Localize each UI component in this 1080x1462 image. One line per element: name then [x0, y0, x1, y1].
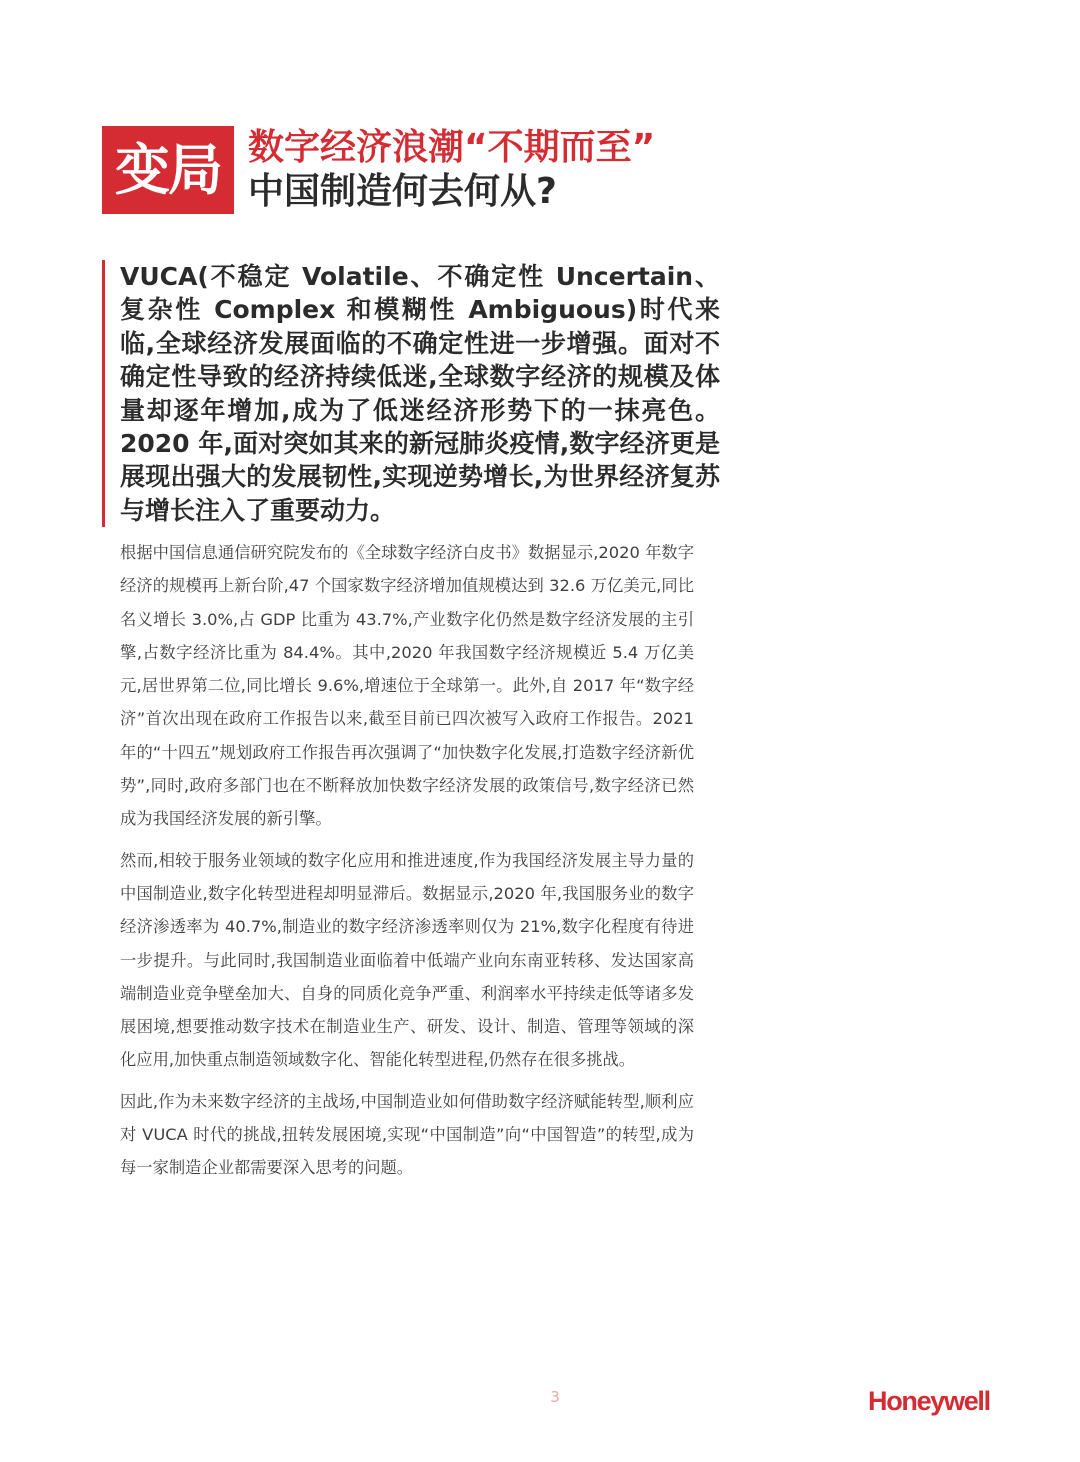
page-number: 3	[550, 1388, 560, 1406]
section-title-line2: 中国制造何去何从?	[248, 171, 557, 212]
body-text	[120, 536, 694, 1193]
lead-paragraph: VUCA(不稳定 Volatile、不确定性 Uncertain、复杂性 Complex 和模糊性 Ambiguous)时代来临,全球经济发展面临的不确定性进一步增强。面对不确定性导致的经济持续低迷,全球数字经济的规模及体量却逐年增加,成为了低迷经济形势下的一抹亮色。2020 年,面对突如其来的新冠肺炎疫情,数字经济更是展现出强大的发展韧性,实现逆势增长,为世界经济复苏与增长注入了重要动力。	[102, 260, 720, 527]
body-paragraph-1: 根据中国信息通信研究院发布的《全球数字经济白皮书》数据显示,2020 年数字经济的规模再上新台阶,47 个国家数字经济增加值规模达到 32.6 万亿美元,同比名义增长 3.0%,占 GDP 比重为 43.7%,产业数字化仍然是数字经济发展的主引擎,占数字经济比重为 84.4%。其中,2020 年我国数字经济规模近 5.4 万亿美元,居世界第二位,同比增长 9.6%,增速位于全球第一。此外,自 2017 年“数字经济”首次出现在政府工作报告以来,截至目前已四次被写入政府工作报告。2021 年的“十四五”规划政府工作报告再次强调了“加快数字化发展,打造数字经济新优势”,同时,政府多部门也在不断释放加快数字经济发展的政策信号,数字经济已然成为我国经济发展的新引擎。	[120, 543, 694, 829]
section-titles	[248, 126, 655, 214]
section-badge: 变局	[102, 126, 234, 214]
section-title-line1: 数字经济浪潮“不期而至”	[248, 127, 656, 168]
honeywell-logo: Honeywell	[868, 1386, 990, 1416]
body-paragraph-2: 然而,相较于服务业领域的数字化应用和推进速度,作为我国经济发展主导力量的中国制造业,数字化转型进程却明显滞后。数据显示,2020 年,我国服务业的数字经济渗透率为 40.7%,制造业的数字经济渗透率则仅为 21%,数字化程度有待进一步提升。与此同时,我国制造业面临着中低端产业向东南亚转移、发达国家高端制造业竞争壁垒加大、自身的同质化竞争严重、利润率水平持续走低等诸多发展困境,想要推动数字技术在制造业生产、研发、设计、制造、管理等领域的深化应用,加快重点制造领域数字化、智能化转型进程,仍然存在很多挑战。	[120, 850, 694, 1070]
section-header	[102, 126, 655, 214]
body-paragraph-3: 因此,作为未来数字经济的主战场,中国制造业如何借助数字经济赋能转型,顺利应对 VUCA 时代的挑战,扭转发展困境,实现“中国制造”向“中国智造”的转型,成为每一家制造企业都需要深入思考的问题。	[120, 1091, 694, 1178]
